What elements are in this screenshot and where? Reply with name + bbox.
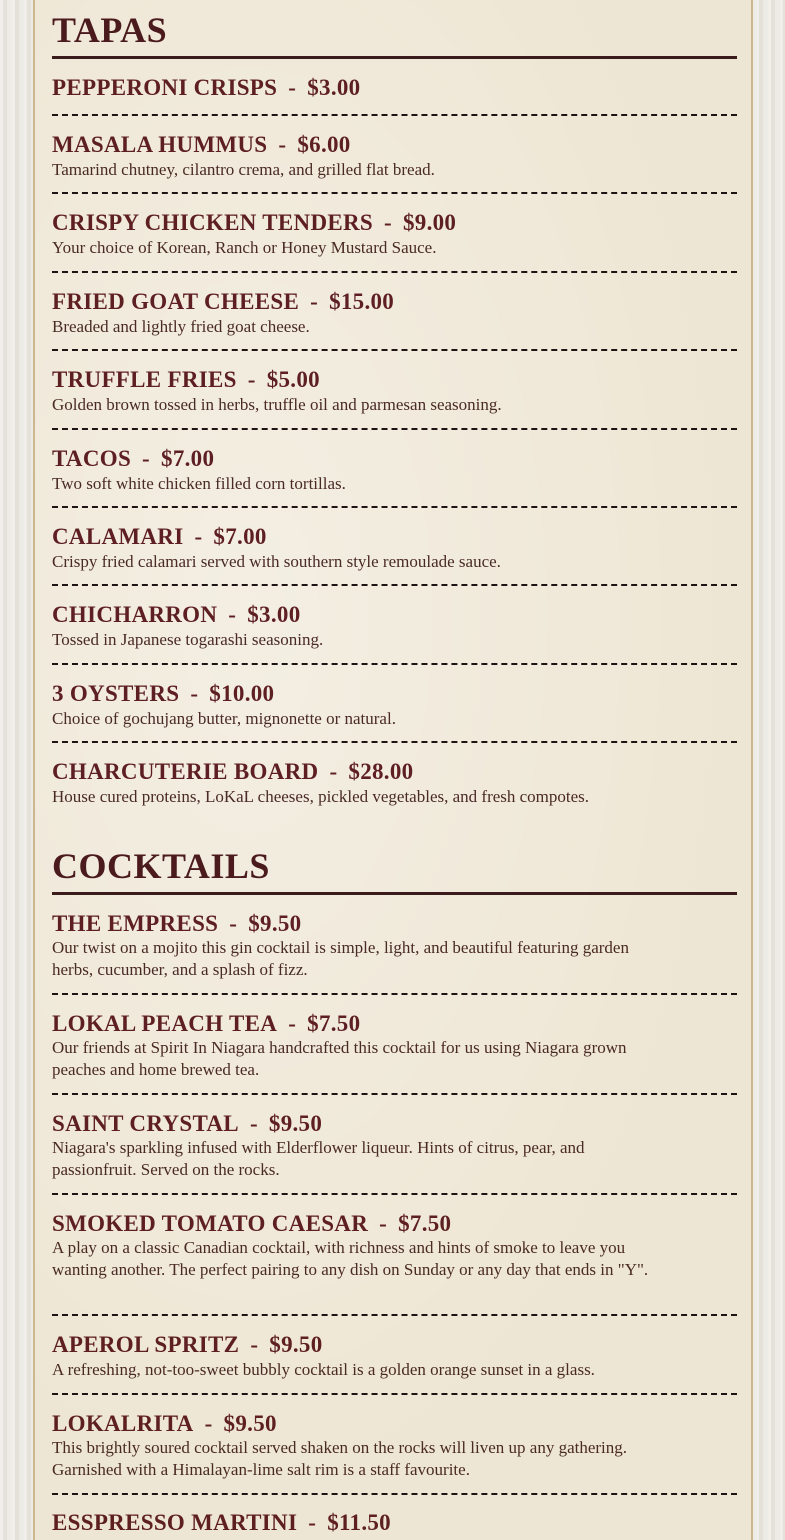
item-name: CHARCUTERIE BOARD xyxy=(52,759,319,784)
item-description: Choice of gochujang butter, mignonette or natural. xyxy=(52,709,396,728)
item-price: $3.00 xyxy=(307,75,361,100)
item-name: LOKAL PEACH TEA xyxy=(52,1011,278,1036)
cocktails-heading: COCKTAILS xyxy=(52,846,270,886)
item-description: Golden brown tossed in herbs, truffle oil and parmesan seasoning. xyxy=(52,395,502,414)
menu-item-title xyxy=(52,133,672,156)
item-name: APEROL SPRITZ xyxy=(52,1332,240,1357)
menu-item-lokal-peach-tea xyxy=(52,1012,672,1081)
item-divider xyxy=(52,584,737,586)
price-separator: - xyxy=(229,911,238,936)
item-divider xyxy=(52,271,737,273)
menu-item-aperol-spritz xyxy=(52,1333,732,1381)
menu-item-the-empress xyxy=(52,912,672,981)
item-price: $9.50 xyxy=(269,1332,323,1357)
menu-item-title xyxy=(52,760,672,783)
item-price: $7.50 xyxy=(398,1211,452,1236)
price-separator: - xyxy=(228,602,237,627)
price-separator: - xyxy=(379,1211,388,1236)
item-description: Our twist on a mojito this gin cocktail is simple, light, and beautiful featuring garden herbs, cucumber, and a splash of fizz. xyxy=(52,938,629,979)
price-separator: - xyxy=(250,1332,259,1357)
item-name: 3 OYSTERS xyxy=(52,681,180,706)
item-name: ESSPRESSO MARTINI xyxy=(52,1510,298,1535)
item-price: $5.00 xyxy=(266,367,320,392)
menu-item-chicharron xyxy=(52,603,672,651)
tapas-heading: TAPAS xyxy=(52,10,168,50)
menu-item-title xyxy=(52,1212,672,1235)
item-divider xyxy=(52,1393,737,1395)
price-separator: - xyxy=(194,524,203,549)
menu-item-title xyxy=(52,1012,672,1035)
item-divider xyxy=(52,663,737,665)
item-price: $3.00 xyxy=(247,602,301,627)
menu-item-calamari xyxy=(52,525,672,573)
menu-item-title xyxy=(52,211,672,234)
item-price: $10.00 xyxy=(209,681,275,706)
item-price: $9.50 xyxy=(223,1411,277,1436)
price-separator: - xyxy=(288,75,297,100)
item-price: $9.50 xyxy=(268,1111,323,1136)
tapas-heading-rule xyxy=(52,56,737,59)
menu-item-masala-hummus xyxy=(52,133,672,181)
price-separator: - xyxy=(278,132,287,157)
item-divider xyxy=(52,114,737,116)
menu-item-title xyxy=(52,1333,732,1356)
menu-item-title xyxy=(52,912,672,935)
menu-item-lokalrita xyxy=(52,1412,672,1481)
menu-item-title xyxy=(52,682,672,705)
item-name: FRIED GOAT CHEESE xyxy=(52,289,300,314)
menu-item-title xyxy=(52,368,672,391)
item-description: Two soft white chicken filled corn tortillas. xyxy=(52,474,346,493)
item-description: Breaded and lightly fried goat cheese. xyxy=(52,317,310,336)
menu-item-title xyxy=(52,447,672,470)
menu-item-3-oysters xyxy=(52,682,672,730)
item-price: $6.00 xyxy=(297,132,351,157)
item-divider xyxy=(52,1314,737,1316)
menu-item-pepperoni-crisps xyxy=(52,76,360,99)
item-description: Tamarind chutney, cilantro crema, and grilled flat bread. xyxy=(52,160,435,179)
item-divider xyxy=(52,993,737,995)
menu-item-tacos xyxy=(52,447,672,495)
item-name: CHICHARRON xyxy=(52,602,218,627)
item-divider xyxy=(52,428,737,430)
item-description: A refreshing, not-too-sweet bubbly cocktail is a golden orange sunset in a glass. xyxy=(52,1360,595,1379)
price-separator: - xyxy=(384,210,392,235)
menu-item-charcuterie-board xyxy=(52,760,672,808)
item-divider xyxy=(52,349,737,351)
price-separator: - xyxy=(310,289,319,314)
item-name: LOKALRITA xyxy=(52,1411,194,1436)
item-divider xyxy=(52,1493,737,1495)
price-separator: - xyxy=(329,759,338,784)
menu-item-espresso-martini xyxy=(52,1511,391,1534)
menu-item-title xyxy=(52,76,360,99)
item-name: THE EMPRESS xyxy=(52,911,219,936)
item-name: SAINT CRYSTAL xyxy=(52,1111,239,1136)
item-description: This brightly soured cocktail served shaken on the rocks will liven up any gathering. Garnished with a Himalayan-lime salt rim is a staff favourite. xyxy=(52,1438,628,1479)
item-description: Niagara's sparkling infused with Elderflower liqueur. Hints of citrus, pear, and passionfruit. Served on the rocks. xyxy=(52,1138,585,1179)
item-price: $11.50 xyxy=(327,1510,391,1535)
cocktails-heading-rule xyxy=(52,892,737,895)
menu-item-truffle-fries xyxy=(52,368,672,416)
menu-item-title xyxy=(52,290,672,313)
price-separator: - xyxy=(288,1011,297,1036)
item-name: CALAMARI xyxy=(52,524,184,549)
price-separator: - xyxy=(142,446,151,471)
menu-item-title xyxy=(52,1511,391,1534)
menu-item-title xyxy=(52,1412,672,1435)
item-price: $7.50 xyxy=(307,1011,361,1036)
price-separator: - xyxy=(204,1411,213,1436)
menu-item-saint-crystal xyxy=(52,1112,672,1181)
item-divider xyxy=(52,506,737,508)
item-description: Tossed in Japanese togarashi seasoning. xyxy=(52,630,324,649)
price-separator: - xyxy=(247,367,256,392)
item-description: Our friends at Spirit In Niagara handcrafted this cocktail for us using Niagara grown peaches and home brewed tea. xyxy=(52,1038,627,1079)
item-divider xyxy=(52,741,737,743)
item-description: A play on a classic Canadian cocktail, with richness and hints of smoke to leave you wanting another. The perfect pairing to any dish on Sunday or any day that ends in "Y". xyxy=(52,1238,649,1279)
item-description: House cured proteins, LoKaL cheeses, pickled vegetables, and fresh compotes. xyxy=(52,787,590,806)
item-price: $15.00 xyxy=(329,289,395,314)
item-price: $9.00 xyxy=(402,210,457,235)
item-name: SMOKED TOMATO CAESAR xyxy=(52,1211,369,1236)
item-divider xyxy=(52,1093,737,1095)
item-name: TACOS xyxy=(52,446,132,471)
menu-panel xyxy=(33,0,753,1540)
price-separator: - xyxy=(249,1111,258,1136)
item-description: Crispy fried calamari served with southern style remoulade sauce. xyxy=(52,552,501,571)
item-price: $9.50 xyxy=(248,911,302,936)
item-price: $7.00 xyxy=(213,524,267,549)
menu-item-title xyxy=(52,525,672,548)
item-name: PEPPERONI CRISPS xyxy=(52,75,278,100)
menu-item-title xyxy=(52,1112,672,1135)
menu-item-title xyxy=(52,603,672,626)
item-divider xyxy=(52,1193,737,1195)
item-price: $7.00 xyxy=(161,446,215,471)
menu-item-smoked-tomato-caesar xyxy=(52,1212,672,1281)
menu-item-fried-goat-cheese xyxy=(52,290,672,338)
item-name: CRISPY CHICKEN TENDERS xyxy=(52,210,373,235)
item-name: TRUFFLE FRIES xyxy=(52,367,237,392)
item-price: $28.00 xyxy=(348,759,414,784)
price-separator: - xyxy=(308,1510,317,1535)
item-description: Your choice of Korean, Ranch or Honey Mustard Sauce. xyxy=(52,238,437,257)
menu-item-crispy-chicken-tenders xyxy=(52,211,672,259)
item-divider xyxy=(52,192,737,194)
item-name: MASALA HUMMUS xyxy=(52,132,268,157)
price-separator: - xyxy=(190,681,199,706)
